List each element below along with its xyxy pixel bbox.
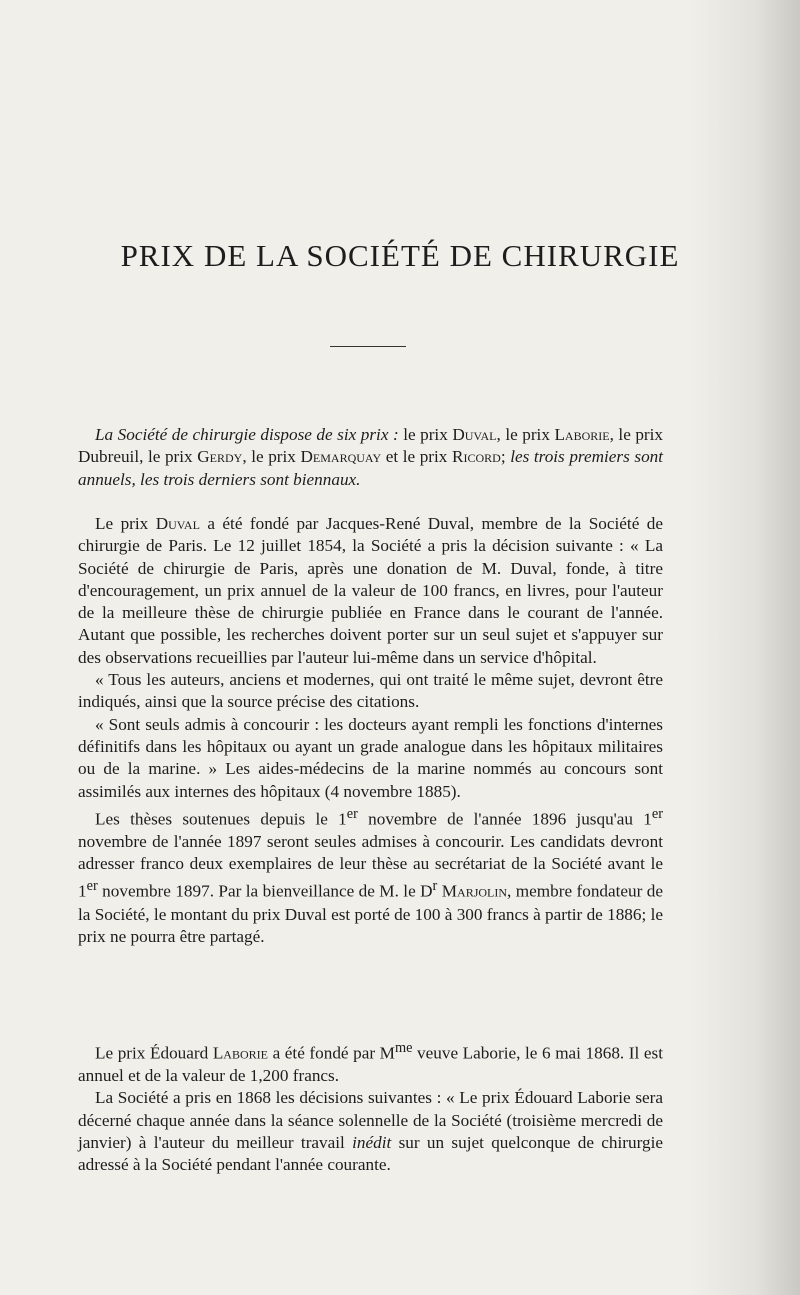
text: novembre de l'année 1897 seront seules admises à concourir. Les candidats devront adresser franco deux exemplaires de leur thèse au secrétariat de la Société avant le 1 [78,831,663,902]
text: novembre de l'année 1896 jusqu'au 1 [357,809,652,829]
duval-paragraph-2: « Tous les auteurs, anciens et modernes, qui ont traité le même sujet, devront être indiqués, ainsi que la source précise des citations. [78,670,663,712]
page-title: PRIX DE LA SOCIÉTÉ DE CHIRURGIE [120,238,680,273]
intro-text: , le prix [242,447,301,467]
text: Le prix [95,514,156,533]
duval-section [78,513,663,948]
intro-text: et le prix [381,447,452,467]
text: veuve Laborie, le 6 mai 1868. Il est annuel et de la valeur de 1,200 francs. [78,1043,663,1086]
name-laborie: Laborie [554,425,610,444]
intro-italic-tail: les trois premiers sont annuels, les trois derniers sont biennaux. [78,447,664,489]
text: , membre fondateur de la Société, le montant du prix Duval est porté de 100 à 300 francs à partir de 1886; le prix ne pourra être partagé. [78,882,664,946]
duval-paragraph-4 [78,803,663,948]
superscript: er [651,805,663,822]
text: La Société a pris en 1868 les décisions suivantes : « Le prix Édouard Laborie sera décerné chaque année dans la séance solennelle de la Société (troisième mercredi de janvier) à l'auteur du meilleur travail [78,1088,663,1152]
name-duval: Duval [452,425,497,444]
text: sur un sujet quelconque de chirurgie adressé à la Société pendant l'année courante. [78,1132,664,1175]
intro-text: le prix [398,425,453,444]
name-laborie: Laborie [212,1043,268,1063]
duval-paragraph-3: « Sont seuls admis à concourir : les docteurs ayant rempli les fonctions d'internes définitifs dans les hôpitaux ou ayant un grade analogue dans les hôpitaux militaires ou de la marine. » Les aides-médecins de la marine nommés au concours sont assimilés aux internes des hôpitaux (4 novembre 1885). [78,714,663,801]
text: Le prix Édouard [95,1043,213,1063]
intro-paragraph [78,424,663,491]
duval-paragraph-1 [78,513,663,669]
superscript: me [394,1040,413,1056]
name-marjolin: Marjolin [441,882,508,902]
italic-word: inédit [352,1132,392,1152]
laborie-section [78,1037,663,1177]
text: Les thèses soutenues depuis le 1 [95,809,347,829]
text: a été fondé par M [267,1043,395,1063]
name-gerdy: Gerdy [197,447,243,467]
intro-italic-lead: La Société de chirurgie dispose de six prix : [95,425,399,444]
name-duval: Duval [155,514,200,533]
intro-text: ; [500,447,511,467]
intro-text: , le prix [496,425,555,444]
title-divider [330,346,406,347]
laborie-paragraph-1 [78,1037,663,1087]
name-demarquay: Demarquay [300,447,382,467]
laborie-paragraph-2 [78,1087,663,1176]
name-ricord: Ricord [452,447,501,467]
text: a été fondé par Jacques-René Duval, membre de la Société de chirurgie de Paris. Le 12 juillet 1854, la Société a pris la décision suivante : « La Société de chirurgie de Paris, après une donation de M. Duval, fonde, à titre d'encouragement, un prix annuel de la valeur de 100 francs, en livres, pour l'auteur de la meilleure thèse de chirurgie publiée en France dans le courant de l'année. Autant que possible, les recherches doivent porter sur un seul sujet et s'appuyer sur des observations recueillies par l'auteur lui-même dans un service d'hôpital. [78,514,663,667]
superscript: er [346,805,358,822]
superscript: r [432,878,438,895]
superscript: er [86,878,98,895]
page-edge-shadow [690,0,800,1295]
text: novembre 1897. Par la bienveillance de M. le D [97,882,433,902]
intro-text: , le prix Dubreuil, le prix [78,425,664,467]
